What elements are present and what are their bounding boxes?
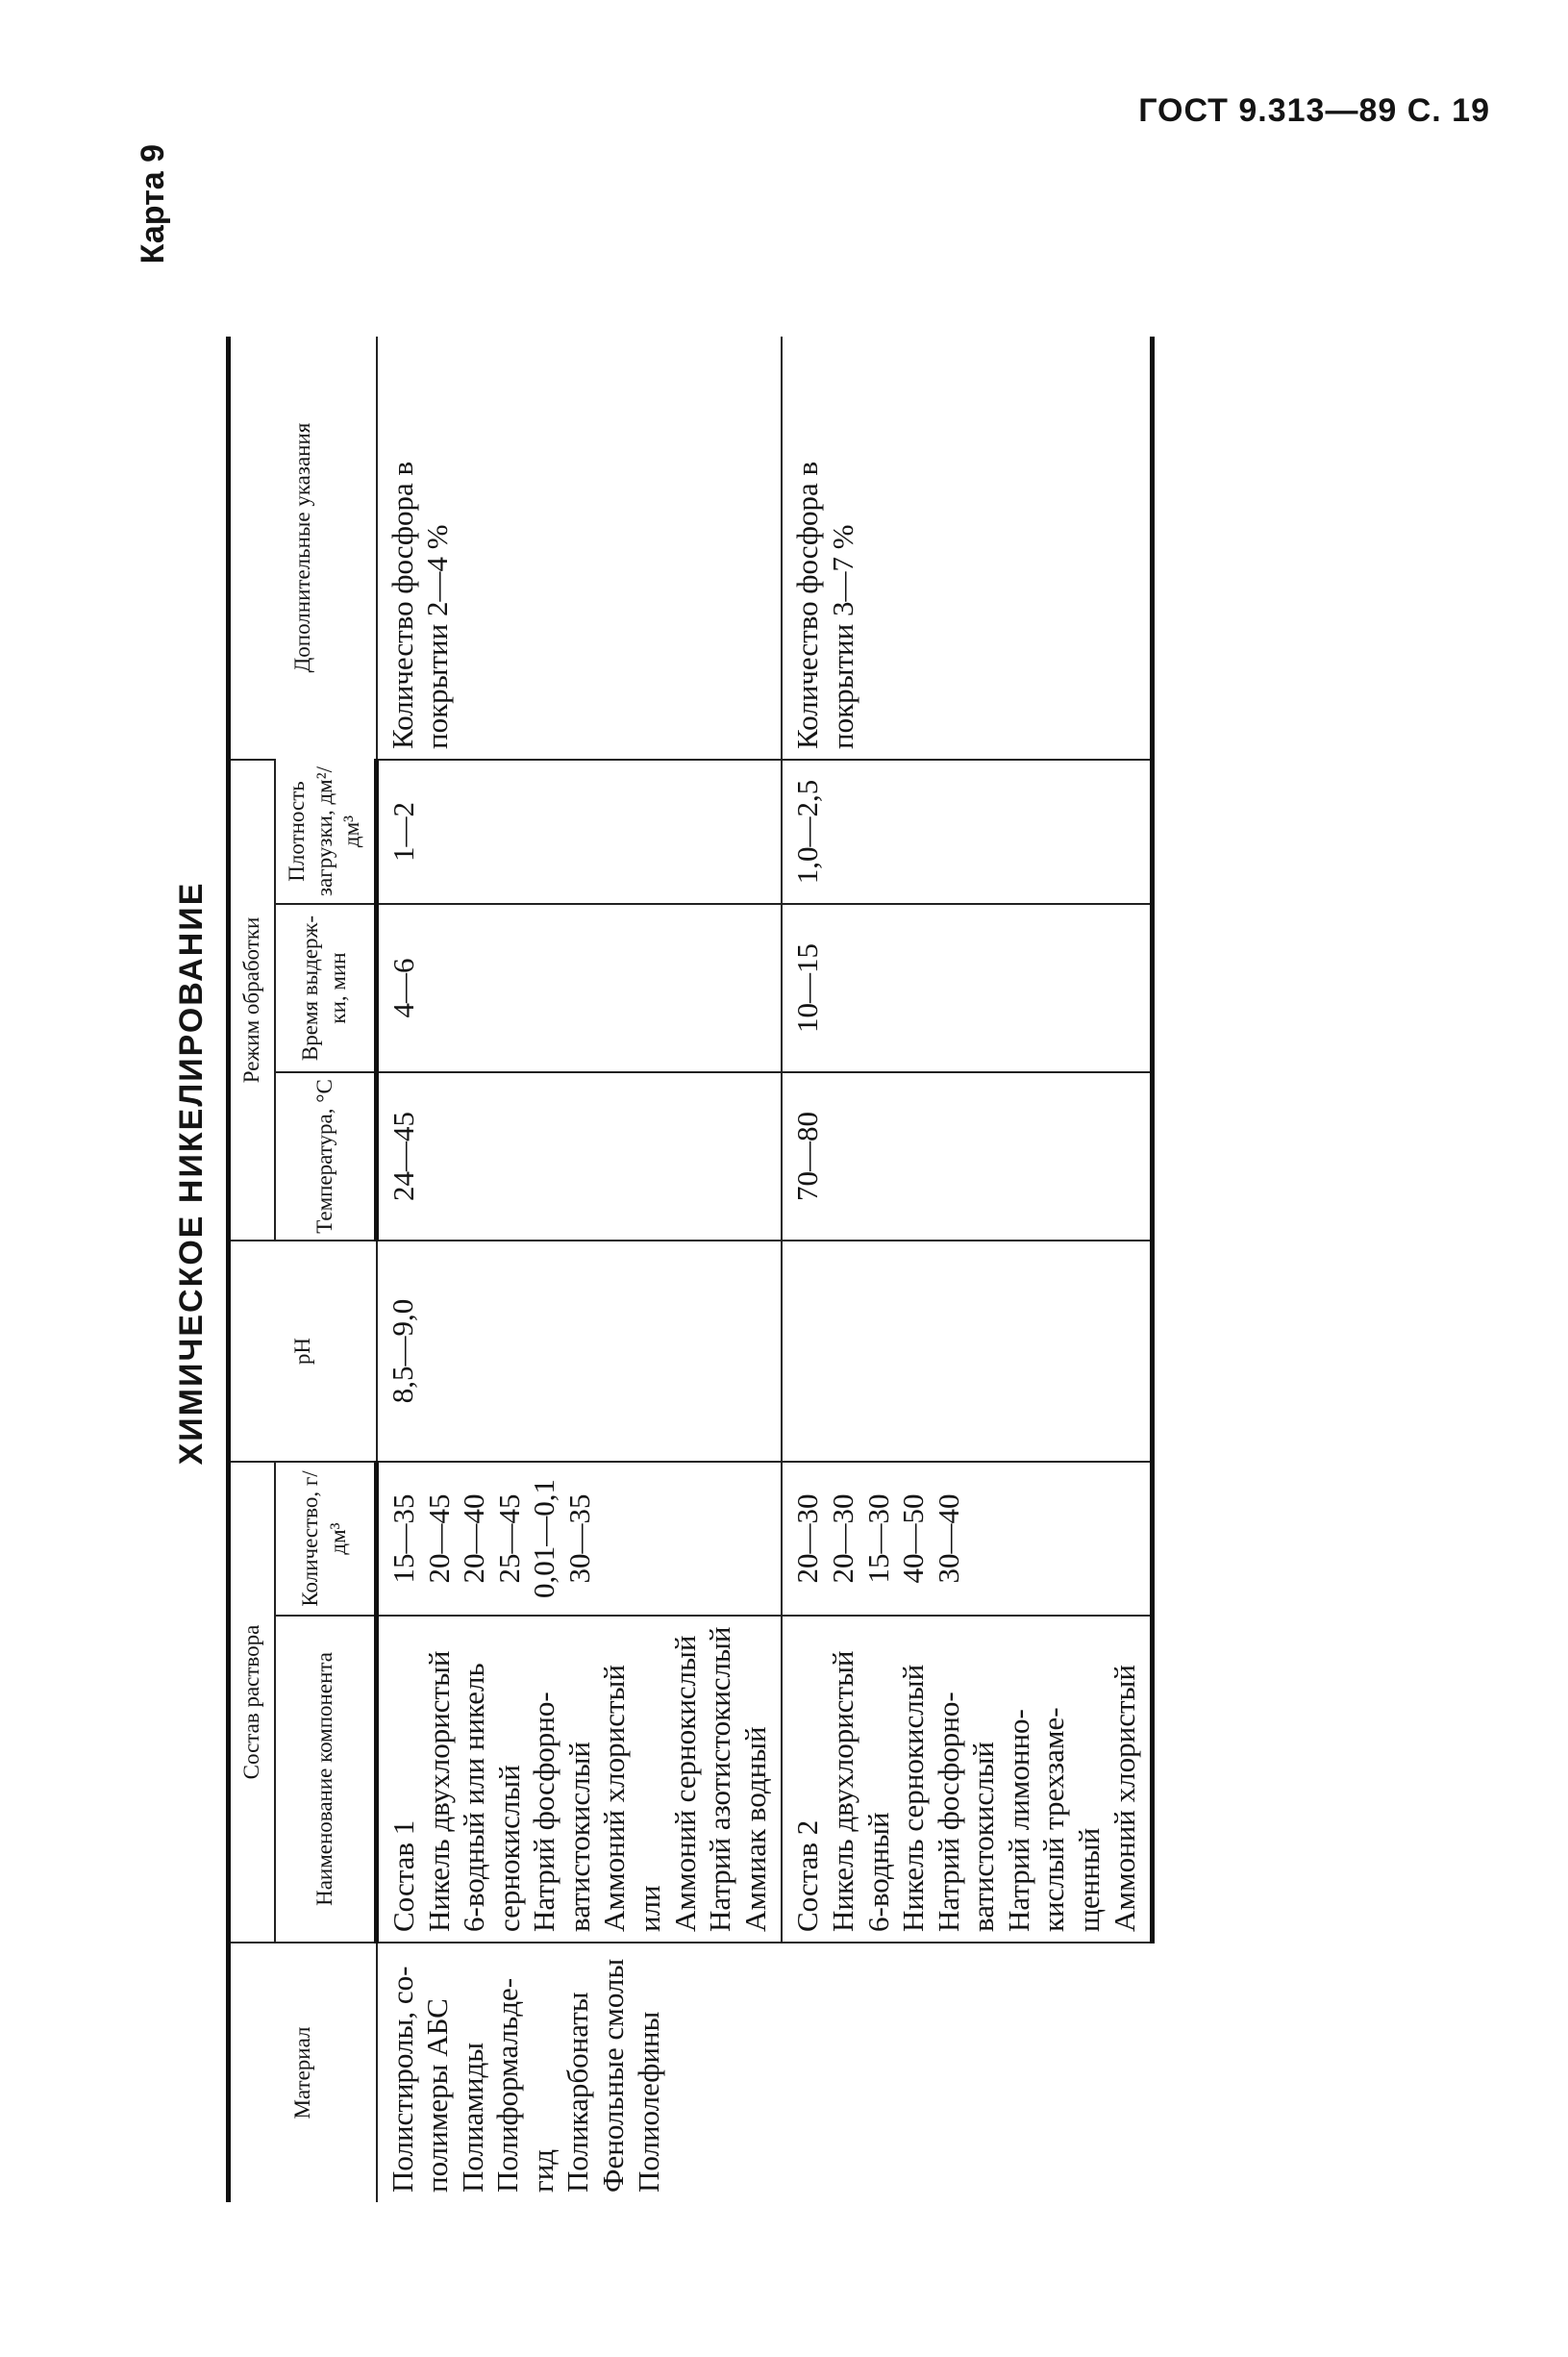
col-header-component: Наименование компонента [275,1616,377,1943]
material-item: Полистиролы, сополимеры АБС [385,1966,455,2193]
quantity-value: 40—50 [896,1493,931,1584]
ph-value [782,1241,1152,1462]
quantity-value: 20—45 [421,1493,456,1584]
density-value: 1,0—2,5 [782,760,1152,904]
component-item: Натрий азотистокислый [703,1626,737,1932]
nickel-plating-table [226,337,1155,2202]
component-item: Натрий лимоннокислый трехзамещенный [1001,1707,1106,1932]
group-header-mode: Режим обработки [229,760,275,1241]
quantity-value: 20—30 [790,1493,825,1584]
component-item: Аммоний хлористый [1107,1665,1141,1932]
col-header-ph: pH [229,1241,377,1462]
components-cell [377,1616,783,1943]
temperature-value: 24—45 [377,1072,783,1241]
col-header-material: Материал [229,1943,377,2202]
component-item: Никель двухлористый 6-водный или никель сернокислый [421,1650,526,1932]
component-item: Натрий фосфорноватистокислый [527,1692,596,1932]
table-row-composition-2 [782,337,1152,2202]
quantity-value: 25—45 [491,1493,526,1584]
material-item: Фенольные смолы [595,1958,630,2193]
component-item: Аммоний хлористый или [597,1665,667,1932]
time-value: 4—6 [377,904,783,1072]
component-item: Аммоний сернокислый [667,1635,702,1932]
component-item: Натрий фосфорноватистокислый [931,1692,1001,1932]
quantity-value: 30—40 [931,1493,965,1584]
ph-value: 8,5—9,0 [377,1241,783,1462]
materials-cell [377,1943,1153,2202]
quantity-value: 20—30 [825,1493,859,1584]
quantities-cell [377,1462,783,1616]
col-header-notes: Дополнительные указания [229,337,377,760]
quantity-value: 15—35 [386,1493,420,1584]
time-value: 10—15 [782,904,1152,1072]
component-item: Никель двухлористый 6-водный [825,1650,895,1932]
density-value: 1—2 [377,760,783,904]
component-item: Никель сернокислый [896,1664,931,1932]
component-item: Аммиак водный [737,1726,772,1932]
page-header: ГОСТ 9.313—89 С. 19 [1138,92,1490,129]
quantities-cell [782,1462,1152,1616]
material-item: Полиформальдегид [490,1977,560,2193]
components-cell [782,1616,1152,1943]
composition-title: Состав 2 [790,1819,825,1932]
notes-value: Количество фосфора в покрытии 2—4 % [385,461,455,749]
col-header-temperature: Температура, °C [275,1072,377,1241]
col-header-time: Время выдержки, мин [275,904,377,1072]
quantity-value: 20—40 [457,1493,491,1584]
quantity-value: 0,01—0,1 [527,1479,561,1598]
material-item: Поликарбонаты [560,1992,595,2193]
notes-value: Количество фосфора в покрытии 3—7 % [782,337,1152,760]
col-header-quantity: Количество, г/дм³ [275,1462,377,1616]
quantity-value: 30—35 [561,1493,596,1584]
material-item: Полиамиды [455,2042,489,2193]
composition-title: Состав 1 [386,1819,420,1932]
material-item: Полиолефины [631,2011,665,2193]
table-row-composition-1 [377,337,783,2202]
card-label: Карта 9 [135,144,171,264]
group-header-solution: Состав раствора [229,1462,275,1943]
quantity-value: 15—30 [860,1493,895,1584]
col-header-density: Плотность загрузки, дм²/дм³ [275,760,377,904]
document-title: ХИМИЧЕСКОЕ НИКЕЛИРОВАНИЕ [173,881,210,1466]
rotated-table-page [135,144,1490,2202]
temperature-value: 70—80 [782,1072,1152,1241]
